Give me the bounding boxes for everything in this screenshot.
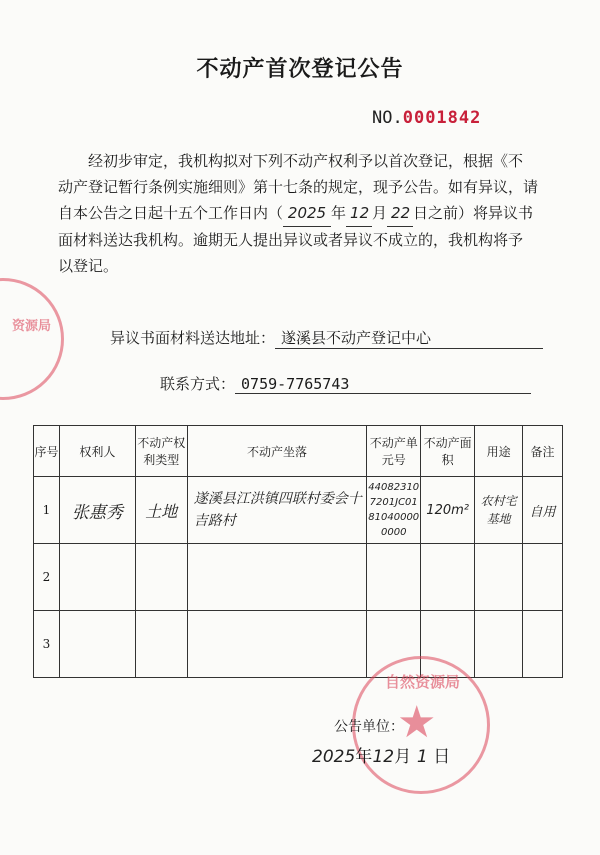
deadline-year: 2025 <box>283 200 331 227</box>
phone-label: 联系方式： <box>160 375 236 393</box>
body-line-3-post: 日之前）将异议书 <box>413 204 534 222</box>
row-number: 1 <box>34 477 60 544</box>
row-number: 3 <box>34 611 60 678</box>
unit-number-cell: 440823107201JC01810400000000 <box>367 477 421 544</box>
area-cell <box>421 544 475 611</box>
phone-row <box>160 373 531 394</box>
header-cell: 备注 <box>523 426 563 477</box>
use-cell <box>475 611 523 678</box>
issue-day: 1 <box>416 747 428 767</box>
header-cell: 不动产单元号 <box>367 426 421 477</box>
owner-cell: 张惠秀 <box>59 477 135 544</box>
body-line-2: 动产登记暂行条例实施细则》第十七条的规定，现予公告。如有异议，请 <box>58 178 539 196</box>
right-type-cell <box>135 611 187 678</box>
partial-seal-stamp <box>0 278 64 400</box>
table-row <box>34 544 563 611</box>
serial-prefix: NO. <box>372 108 403 128</box>
unit-number-cell <box>367 544 421 611</box>
header-cell: 不动产坐落 <box>187 426 367 477</box>
deadline-day: 22 <box>387 200 413 227</box>
address-label: 异议书面材料送达地址： <box>110 329 276 347</box>
location-cell <box>187 611 367 678</box>
header-cell: 权利人 <box>59 426 135 477</box>
registration-table <box>33 425 563 678</box>
use-cell <box>475 544 523 611</box>
use-cell: 农村宅基地 <box>475 477 523 544</box>
serial-number <box>372 108 481 128</box>
body-line-1: 经初步审定，我机构拟对下列不动产权利予以首次登记，根据《不 <box>88 152 524 170</box>
body-line-3 <box>58 200 558 227</box>
note-cell: 自用 <box>523 477 563 544</box>
area-cell: 120m² <box>421 477 475 544</box>
right-type-cell <box>135 544 187 611</box>
issuer-label: 公告单位： <box>334 719 404 735</box>
star-icon: ★ <box>397 697 437 748</box>
deadline-month-unit: 月 <box>372 204 388 222</box>
deadline-month: 12 <box>346 200 372 227</box>
issue-date <box>312 742 450 767</box>
row-number: 2 <box>34 544 60 611</box>
issue-month: 12 <box>372 747 395 767</box>
body-line-4: 面材料送达我机构。逾期无人提出异议或者异议不成立的，我机构将予 <box>58 231 524 249</box>
owner-cell <box>59 611 135 678</box>
location-cell <box>187 544 367 611</box>
page-title: 不动产首次登记公告 <box>196 57 404 82</box>
header-cell: 不动产面积 <box>421 426 475 477</box>
right-type-cell: 土地 <box>135 477 187 544</box>
seal-text: 自然资源局 <box>385 673 461 691</box>
note-cell <box>523 544 563 611</box>
body-line-3-pre: 自本公告之日起十五个工作日内（ <box>58 204 284 222</box>
table-row <box>34 477 563 544</box>
table-row <box>34 611 563 678</box>
address-row <box>110 327 543 349</box>
issue-day-unit: 日 <box>433 747 451 767</box>
note-cell <box>523 611 563 678</box>
header-cell: 用途 <box>475 426 523 477</box>
body-line-5: 以登记。 <box>58 257 119 275</box>
deadline-year-unit: 年 <box>331 204 347 222</box>
location-cell: 遂溪县江洪镇四联村委会十吉路村 <box>187 477 367 544</box>
header-cell: 不动产权利类型 <box>135 426 187 477</box>
phone-value: 0759-7765743 <box>235 375 531 394</box>
announcement-body <box>58 148 558 279</box>
header-cell: 序号 <box>34 426 60 477</box>
issue-year-unit: 年 <box>355 747 373 767</box>
table-header-row <box>34 426 563 477</box>
owner-cell <box>59 544 135 611</box>
address-value: 遂溪县不动产登记中心 <box>275 327 543 349</box>
issue-month-unit: 月 <box>394 747 412 767</box>
partial-seal-text: 资源局 <box>11 319 51 334</box>
issue-year: 2025 <box>312 747 356 767</box>
serial-value: 0001842 <box>402 108 482 128</box>
